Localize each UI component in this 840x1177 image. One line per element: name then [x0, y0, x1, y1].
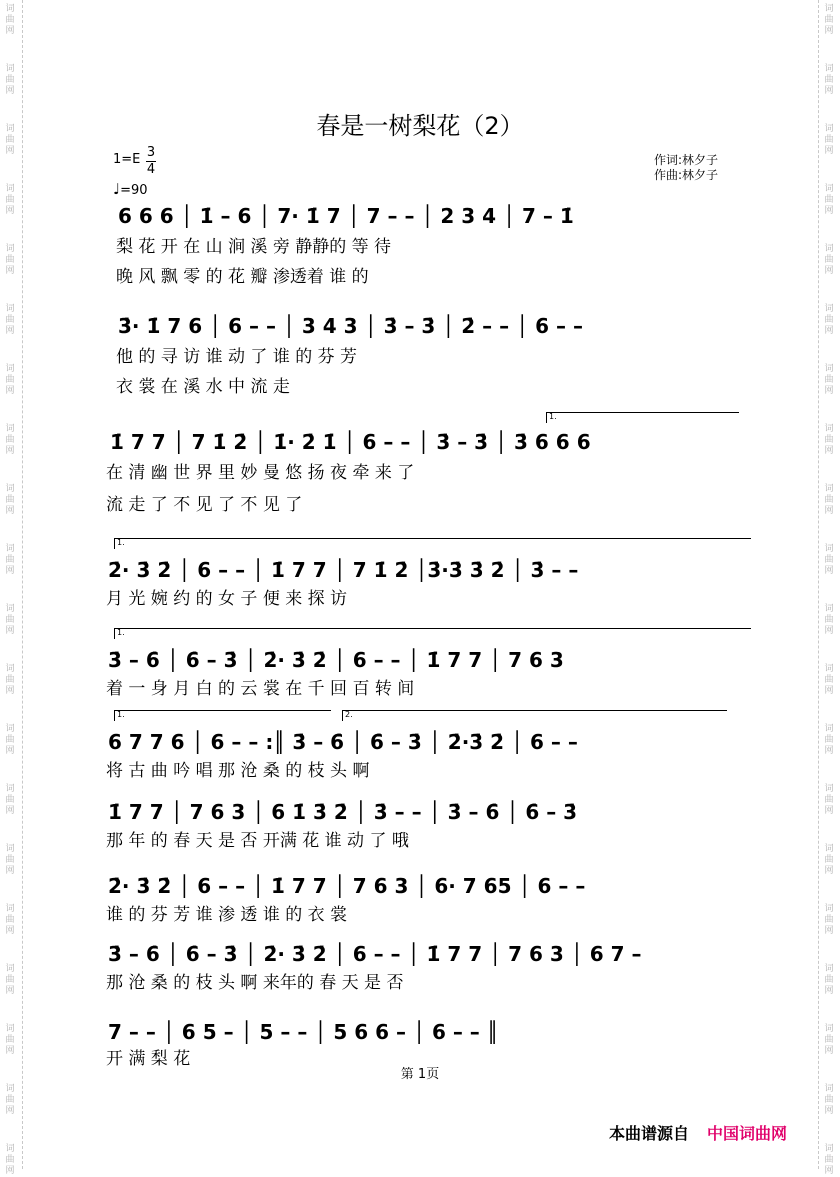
watermark-text: 词 曲 网	[5, 1144, 15, 1176]
time-signature	[146, 145, 156, 178]
watermark-text: 词 曲 网	[5, 484, 15, 516]
watermark-text: 词 曲 网	[5, 904, 15, 936]
watermark-text: 词 曲 网	[5, 1024, 15, 1056]
watermark-text: 词 曲 网	[824, 544, 834, 576]
lyric-verse-1: 在 清 幽 世 界 里 妙 曼 悠 扬 夜 牵 来 了	[106, 463, 415, 483]
volta-bracket: 1.	[546, 412, 739, 423]
watermark-text: 词 曲 网	[824, 724, 834, 756]
key-signature: 1=E	[113, 152, 141, 167]
volta-bracket: 1.	[114, 538, 751, 549]
watermark-text: 词 曲 网	[5, 664, 15, 696]
quarter-note-icon: ♩	[113, 180, 121, 198]
watermark-text: 词 曲 网	[5, 844, 15, 876]
lyric-verse-1: 梨 花 开 在 山 涧 溪 旁 静静的 等 待	[116, 237, 392, 257]
watermark-text: 词 曲 网	[824, 184, 834, 216]
notes-line: 3̇ – 6̇ │ 6̇ – 3̇ │ 2̇· 3̇ 2̇ │ 6 – – │ 1̇ 7 7 │ 7 6 3	[108, 648, 564, 672]
volta-bracket-2: 2.	[342, 710, 727, 721]
watermark-text: 词 曲 网	[5, 124, 15, 156]
lyric-verse-1: 那 年 的 春 天 是 否 开满 花 谁 动 了 哦	[106, 831, 409, 851]
watermark-text: 词 曲 网	[824, 244, 834, 276]
watermark-text: 词 曲 网	[5, 64, 15, 96]
watermark-text: 词 曲 网	[5, 1084, 15, 1116]
composer: 作曲:林夕子	[654, 168, 719, 182]
source-credit	[609, 1121, 787, 1144]
watermark-text: 词 曲 网	[824, 304, 834, 336]
watermark-text: 词 曲 网	[824, 664, 834, 696]
notes-line: 7 – – │ 6 5 – │ 5 – – │ 5 6 6 – │ 6 – – ║	[108, 1020, 499, 1044]
source-prefix: 本曲谱源自	[609, 1124, 690, 1143]
watermark-text: 词 曲 网	[824, 604, 834, 636]
watermark-text: 词 曲 网	[5, 604, 15, 636]
watermark-text: 词 曲 网	[5, 724, 15, 756]
watermark-text: 词 曲 网	[824, 364, 834, 396]
lyric-verse-1: 开 满 梨 花	[106, 1049, 191, 1069]
watermark-text: 词 曲 网	[824, 844, 834, 876]
lyric-verse-1: 他 的 寻 访 谁 动 了 谁 的 芬 芳	[116, 347, 358, 367]
lyricist: 作词:林夕子	[654, 153, 719, 167]
watermark-text: 词 曲 网	[5, 364, 15, 396]
watermark-text: 词 曲 网	[5, 304, 15, 336]
volta-bracket: 1.	[114, 710, 331, 721]
notes-line: 1̇ 7 7 │ 7 6 3 │ 6 1̇ 3̇ 2̇ │ 3̇ – – │ 3̇ – 6̇ │ 6̇ – 3̇	[108, 800, 578, 824]
tempo-value: =90	[120, 183, 148, 198]
lyric-verse-1: 那 沧 桑 的 枝 头 啊 来年的 春 天 是 否	[106, 973, 404, 993]
notes-line: 1̇ 7 7 │ 7 1̇ 2̇ │ 1̇· 2̇ 1̇ │ 6 – – │ 3̇ – 3̇ │ 3̇ 6 6 6	[110, 430, 591, 454]
lyric-verse-1: 谁 的 芬 芳 谁 渗 透 谁 的 衣 裳	[106, 905, 348, 925]
watermark-text: 词 曲 网	[824, 4, 834, 36]
left-border	[22, 0, 23, 1169]
page-number: 第 1页	[400, 1067, 440, 1082]
watermark-text: 词 曲 网	[824, 1144, 834, 1176]
volta-bracket: 1.	[114, 628, 751, 639]
meter-numerator: 3	[146, 145, 156, 160]
watermark-text: 词 曲 网	[5, 4, 15, 36]
watermark-text: 词 曲 网	[824, 64, 834, 96]
lyric-verse-2: 晚 风 飘 零 的 花 瓣 渗透着 谁 的	[116, 267, 369, 287]
watermark-text: 词 曲 网	[5, 544, 15, 576]
song-title: 春是一树梨花（2）	[316, 112, 524, 140]
watermark-text: 词 曲 网	[824, 1024, 834, 1056]
notes-line: 2̇· 3̇ 2̇ │ 6 – – │ 1̇ 7 7 │ 7 1̇ 2̇ │3̇·3̇ 3̇ 2̇ │ 3̇ – –	[108, 558, 579, 582]
lyric-verse-2: 衣 裳 在 溪 水 中 流 走	[116, 377, 290, 397]
watermark-text: 词 曲 网	[824, 424, 834, 456]
lyric-verse-1: 着 一 身 月 白 的 云 裳 在 千 回 百 转 间	[106, 679, 415, 699]
watermark-text: 词 曲 网	[5, 424, 15, 456]
watermark-text: 词 曲 网	[824, 784, 834, 816]
source-brand-link[interactable]: 中国词曲网	[707, 1124, 788, 1143]
notes-line: 6 6 6 │ 1̇ – 6 │ 7· 1̇ 7 │ 7 – – │ 2 3 4 │ 7 – 1̇	[118, 204, 574, 228]
watermark-text: 词 曲 网	[5, 964, 15, 996]
lyric-verse-2: 流 走 了 不 见 了 不 见 了	[106, 495, 303, 515]
meter-denominator: 4	[146, 162, 156, 177]
watermark-text: 词 曲 网	[824, 124, 834, 156]
watermark-text: 词 曲 网	[824, 964, 834, 996]
right-border	[818, 0, 819, 1169]
notes-line: 3̇· 1̇ 7 6 │ 6 – – │ 3 4 3 │ 3̇ – 3̇ │ 2̇ – – │ 6 – –	[118, 314, 583, 338]
notes-line: 3̇ – 6̇ │ 6̇ – 3̇ │ 2̇· 3̇ 2̇ │ 6 – – │ 1̇ 7 7 │ 7 6 3 │ 6 7 –	[108, 942, 642, 966]
credits	[654, 153, 718, 183]
tempo-marking	[113, 180, 148, 198]
lyric-verse-1: 月 光 婉 约 的 女 子 便 来 探 访	[106, 589, 348, 609]
watermark-text: 词 曲 网	[5, 184, 15, 216]
notes-line: 2̇· 3̇ 2̇ │ 6 – – │ 1̇ 7 7 │ 7 6 3 │ 6· 7 65 │ 6 – –	[108, 874, 586, 898]
watermark-text: 词 曲 网	[5, 244, 15, 276]
watermark-text: 词 曲 网	[824, 1084, 834, 1116]
lyric-verse-1: 将 古 曲 吟 唱 那 沧 桑 的 枝 头 啊	[106, 761, 370, 781]
notes-line: 6 7 7 6 │ 6 – – :║ 3̇ – 6̇ │ 6̇ – 3̇ │ 2̇·3̇ 2̇ │ 6 – –	[108, 730, 578, 754]
watermark-text: 词 曲 网	[824, 484, 834, 516]
watermark-text: 词 曲 网	[824, 904, 834, 936]
watermark-text: 词 曲 网	[5, 784, 15, 816]
